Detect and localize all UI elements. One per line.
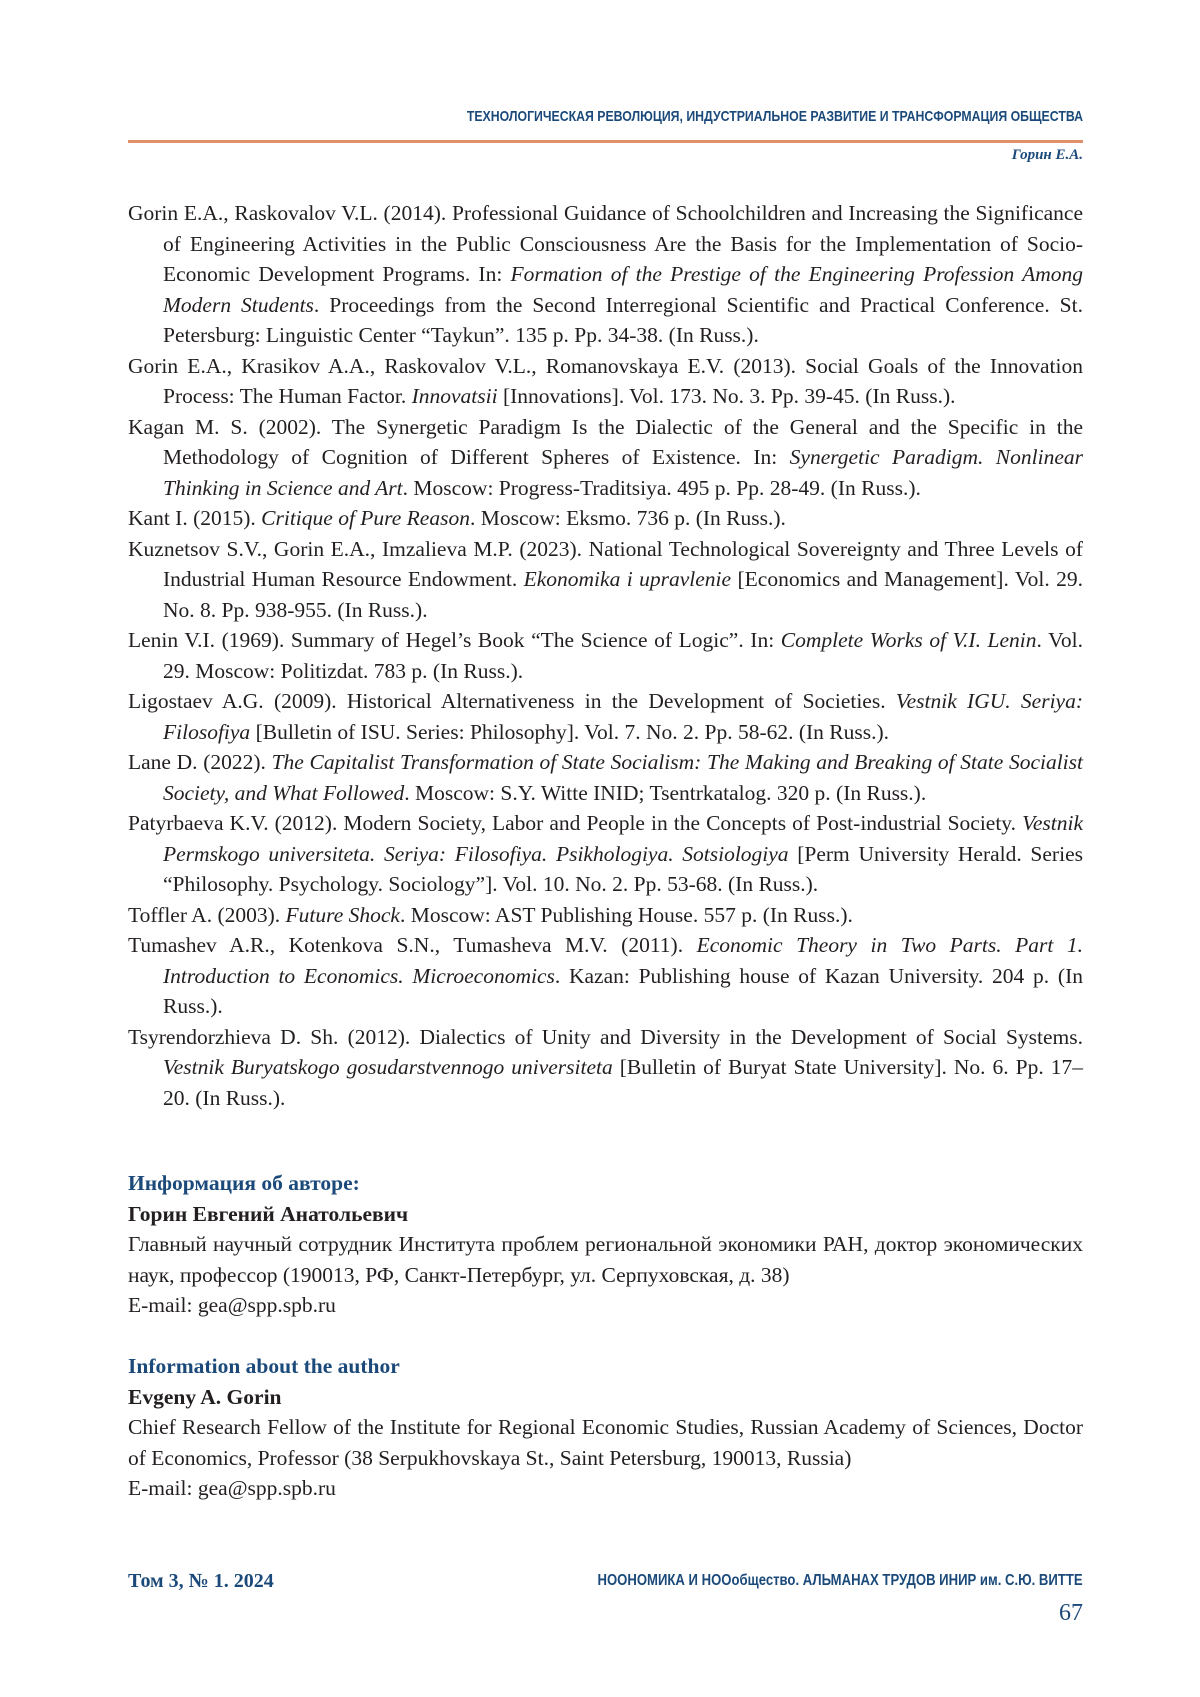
reference-item xyxy=(128,534,1083,626)
reference-text: [Bulletin of ISU. Series: Philosophy]. Vol. 7. No. 2. Pp. 58-62. (In Russ.). xyxy=(250,720,889,744)
reference-source-title: Economic Theory in Two Parts. Part 1. Introduction to Economics. Microeconomics xyxy=(163,933,1083,988)
reference-item xyxy=(128,625,1083,686)
reference-text: Gorin E.A., Raskovalov V.L. (2014). Professional Guidance of Schoolchildren and Increasing the Significance of Engineering Activities in the Public Consciousness Are the Basis for the Implementation of Socio-Economic Development Programs. In: xyxy=(128,201,1083,286)
reference-source-title: The Capitalist Transformation of State Socialism: The Making and Breaking of State Socialist Society, and What Followed xyxy=(163,750,1083,805)
reference-text: . Moscow: S.Y. Witte INID; Tsentrkatalog. 320 p. (In Russ.). xyxy=(404,781,926,805)
reference-text: . Moscow: Progress-Traditsiya. 495 p. Pp. 28-49. (In Russ.). xyxy=(403,476,921,500)
reference-text: Patyrbaeva K.V. (2012). Modern Society, Labor and People in the Concepts of Post-industrial Society. xyxy=(128,811,1022,835)
reference-text: . Moscow: Eksmo. 736 p. (In Russ.). xyxy=(470,506,786,530)
reference-item xyxy=(128,351,1083,412)
references-list xyxy=(128,198,1083,1113)
reference-item xyxy=(128,1022,1083,1114)
author-email-en[interactable]: E-mail: gea@spp.spb.ru xyxy=(128,1473,1083,1504)
reference-item xyxy=(128,808,1083,900)
reference-item xyxy=(128,412,1083,504)
reference-source-title: Formation of the Prestige of the Engineering Profession Among Modern Students xyxy=(163,262,1083,317)
reference-source-title: Ekonomika i upravlenie xyxy=(524,567,731,591)
author-email-ru[interactable]: E-mail: gea@spp.spb.ru xyxy=(128,1290,1083,1321)
author-info-ru xyxy=(128,1168,1083,1321)
reference-item xyxy=(128,930,1083,1022)
reference-text: Gorin E.A., Krasikov A.A., Raskovalov V.L., Romanovskaya E.V. (2013). Social Goals of the Innovation Process: The Human Factor. xyxy=(128,354,1083,409)
reference-source-title: Vestnik Permskogo universiteta. Seriya: Filosofiya. Psikhologiya. Sotsiologiya xyxy=(163,811,1083,866)
reference-source-title: Synergetic Paradigm. Nonlinear Thinking in Science and Art xyxy=(163,445,1083,500)
reference-text: Kuznetsov S.V., Gorin E.A., Imzalieva M.P. (2023). National Technological Sovereignty and Three Levels of Industrial Human Resource Endowment. xyxy=(128,537,1083,592)
reference-source-title: Vestnik IGU. Seriya: Filosofiya xyxy=(163,689,1083,744)
reference-source-title: Vestnik Buryatskogo gosudarstvennogo universiteta xyxy=(163,1055,613,1079)
reference-source-title: Future Shock xyxy=(286,903,400,927)
author-info-heading-en: Information about the author xyxy=(128,1351,1083,1382)
reference-item xyxy=(128,503,1083,534)
reference-text: . Moscow: AST Publishing House. 557 p. (In Russ.). xyxy=(400,903,853,927)
running-author: Горин Е.А. xyxy=(1012,147,1083,164)
header-divider xyxy=(128,140,1083,143)
author-name-en: Evgeny A. Gorin xyxy=(128,1382,1083,1413)
reference-item xyxy=(128,747,1083,808)
reference-item xyxy=(128,900,1083,931)
reference-text: Ligostaev A.G. (2009). Historical Alternativeness in the Development of Societies. xyxy=(128,689,896,713)
reference-source-title: Innovatsii xyxy=(412,384,498,408)
author-info-heading-ru: Информация об авторе: xyxy=(128,1168,1083,1199)
author-name-ru: Горин Евгений Анатольевич xyxy=(128,1199,1083,1230)
reference-text: Kagan M. S. (2002). The Synergetic Paradigm Is the Dialectic of the General and the Specific in the Methodology of Cognition of Different Spheres of Existence. In: xyxy=(128,415,1083,470)
reference-text: Lane D. (2022). xyxy=(128,750,272,774)
reference-item xyxy=(128,686,1083,747)
reference-text: [Perm University Herald. Series “Philosophy. Psychology. Sociology”]. Vol. 10. No. 2. Pp. 53-68. (In Russ.). xyxy=(163,842,1083,897)
footer-issue: Том 3, № 1. 2024 xyxy=(128,1570,274,1593)
running-title: ТЕХНОЛОГИЧЕСКАЯ РЕВОЛЮЦИЯ, ИНДУСТРИАЛЬНОЕ РАЗВИТИЕ И ТРАНСФОРМАЦИЯ ОБЩЕСТВА xyxy=(300,108,1083,125)
reference-text: . Proceedings from the Second Interregional Scientific and Practical Conference. St. Petersburg: Linguistic Center “Taykun”. 135 p. Pp. 34-38. (In Russ.). xyxy=(163,293,1083,348)
reference-text: . Kazan: Publishing house of Kazan University. 204 p. (In Russ.). xyxy=(163,964,1083,1019)
reference-text: [Innovations]. Vol. 173. No. 3. Pp. 39-45. (In Russ.). xyxy=(498,384,956,408)
reference-text: Lenin V.I. (1969). Summary of Hegel’s Book “The Science of Logic”. In: xyxy=(128,628,781,652)
reference-source-title: Complete Works of V.I. Lenin xyxy=(781,628,1037,652)
author-bio-en: Chief Research Fellow of the Institute for Regional Economic Studies, Russian Academy of Sciences, Doctor of Economics, Professor (38 Serpukhovskaya St., Saint Petersburg, 190013, Russia) xyxy=(128,1412,1083,1473)
reference-text: [Bulletin of Buryat State University]. No. 6. Pp. 17–20. (In Russ.). xyxy=(163,1055,1083,1110)
reference-text: Toffler A. (2003). xyxy=(128,903,286,927)
reference-text: Tumashev A.R., Kotenkova S.N., Tumasheva M.V. (2011). xyxy=(128,933,697,957)
reference-item xyxy=(128,198,1083,351)
page-number: 67 xyxy=(1059,1600,1083,1627)
reference-text: [Economics and Management]. Vol. 29. No. 8. Pp. 938-955. (In Russ.). xyxy=(163,567,1083,622)
author-info-en xyxy=(128,1351,1083,1504)
reference-text: Tsyrendorzhieva D. Sh. (2012). Dialectics of Unity and Diversity in the Development of Social Systems. xyxy=(128,1025,1083,1049)
author-bio-ru: Главный научный сотрудник Института проблем региональной экономики РАН, доктор экономических наук, профессор (190013, РФ, Санкт-Петербург, ул. Серпуховская, д. 38) xyxy=(128,1229,1083,1290)
reference-text: . Vol. 29. Moscow: Politizdat. 783 p. (In Russ.). xyxy=(163,628,1083,683)
reference-text: Kant I. (2015). xyxy=(128,506,261,530)
footer-journal: НООНОМИКА И НООобщество. АЛЬМАНАХ ТРУДОВ ИНИР им. С.Ю. ВИТТЕ xyxy=(598,1572,1083,1590)
reference-source-title: Critique of Pure Reason xyxy=(261,506,470,530)
